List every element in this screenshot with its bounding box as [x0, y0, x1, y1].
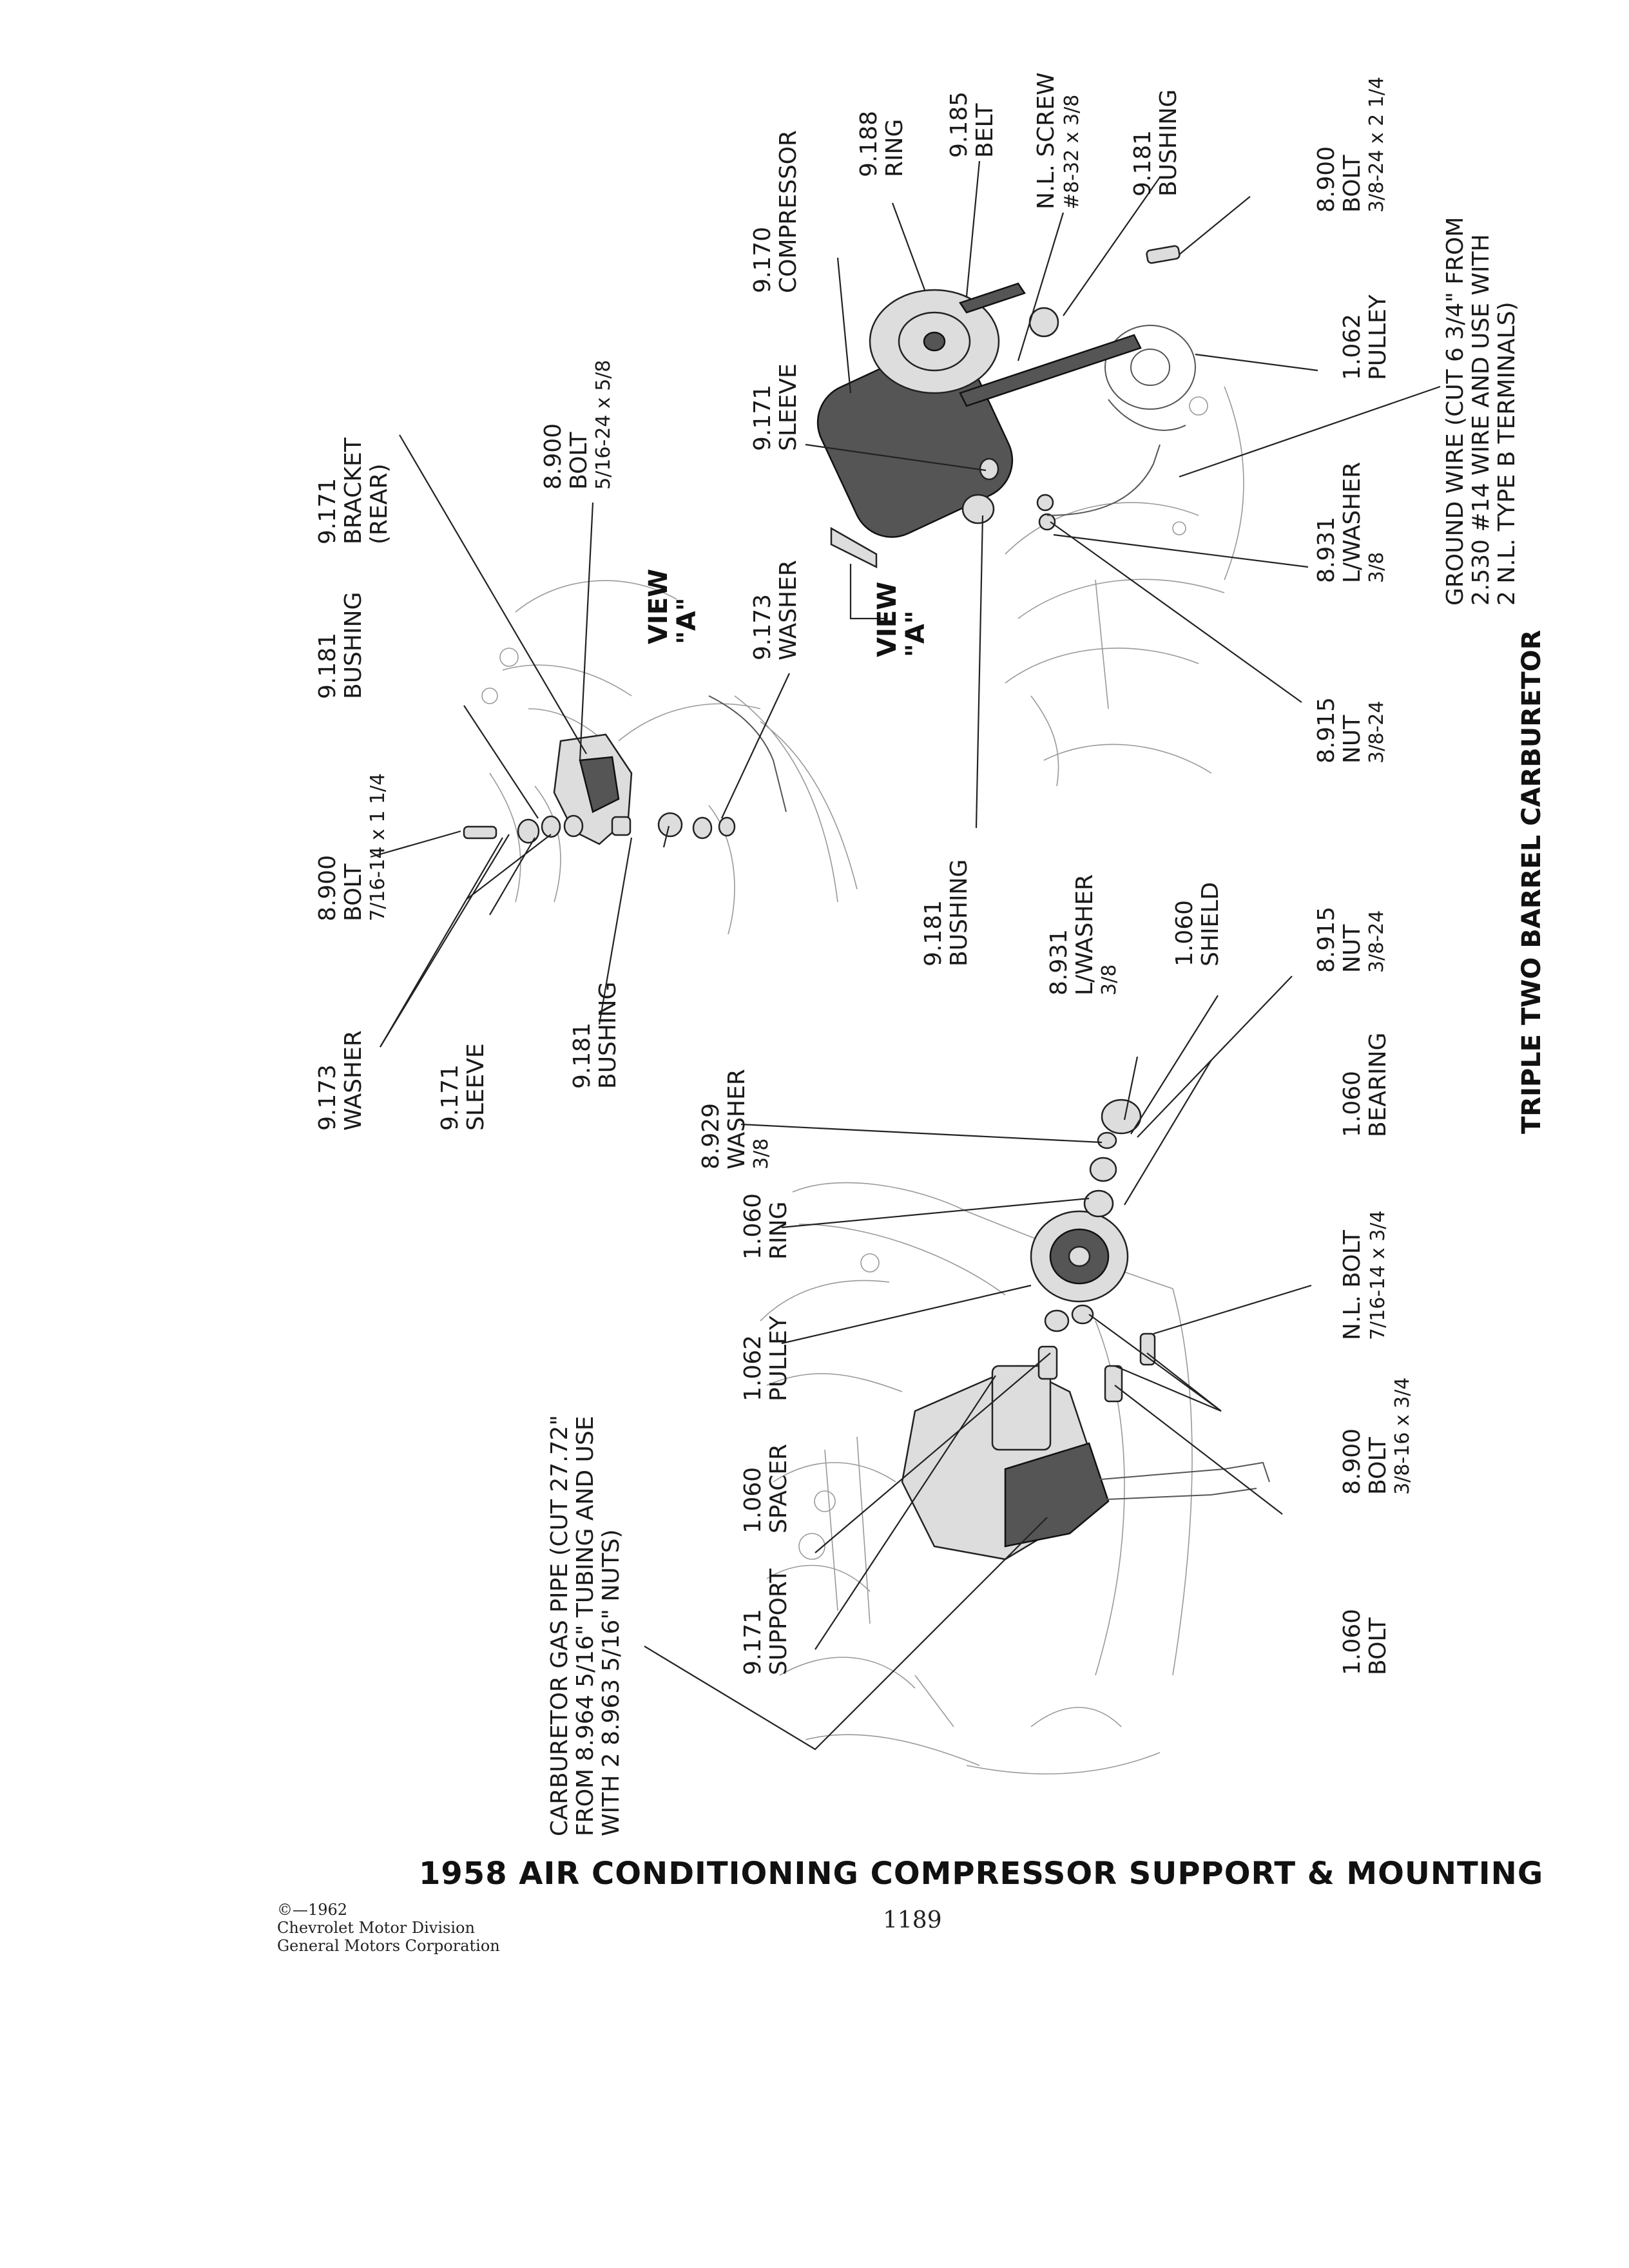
svg-text:3/8: 3/8: [1365, 552, 1388, 583]
svg-text:3/8-16 x 3/4: 3/8-16 x 3/4: [1391, 1377, 1414, 1495]
svg-text:BUSHING: BUSHING: [1155, 89, 1182, 197]
copyright-block: [277, 1901, 500, 1955]
svg-text:GROUND WIRE (CUT 6 3/4" FROM: GROUND WIRE (CUT 6 3/4" FROM: [1442, 216, 1469, 606]
label-ring-upper: [856, 111, 908, 177]
svg-text:SLEEVE: SLEEVE: [775, 363, 802, 451]
svg-text:9.170: 9.170: [749, 226, 776, 293]
svg-text:8.900: 8.900: [1339, 1428, 1365, 1495]
svg-text:PULLEY: PULLEY: [766, 1316, 792, 1401]
svg-text:NUT: NUT: [1339, 924, 1365, 973]
label-gas-pipe: [546, 1415, 624, 1836]
svg-text:1.060: 1.060: [1171, 899, 1198, 966]
label-view-a-lower: [872, 582, 930, 657]
svg-text:9.181: 9.181: [1130, 130, 1156, 197]
svg-text:1.062: 1.062: [740, 1334, 766, 1401]
label-sleeve-mid: [437, 1043, 489, 1131]
svg-text:SLEEVE: SLEEVE: [463, 1043, 489, 1131]
svg-text:WASHER: WASHER: [724, 1069, 750, 1169]
svg-text:SHIELD: SHIELD: [1197, 881, 1224, 966]
label-washer-mid: [314, 1030, 367, 1131]
svg-text:8.900: 8.900: [314, 854, 341, 921]
copyright-division: Chevrolet Motor Division: [277, 1919, 475, 1937]
svg-text:#8-32 x 3/8: #8-32 x 3/8: [1061, 94, 1083, 209]
svg-text:BOLT: BOLT: [1365, 1437, 1391, 1495]
svg-text:VIEW: VIEW: [644, 568, 673, 644]
svg-text:PULLEY: PULLEY: [1365, 294, 1391, 380]
svg-text:8.915: 8.915: [1313, 906, 1340, 973]
svg-text:"A": "A": [672, 597, 702, 644]
svg-text:WITH 2 8.963 5/16" NUTS): WITH 2 8.963 5/16" NUTS): [598, 1529, 624, 1836]
label-lwasher-upper: [1313, 462, 1388, 583]
svg-text:8.929: 8.929: [698, 1102, 724, 1169]
svg-text:2.530 #14 WIRE AND USE WITH: 2.530 #14 WIRE AND USE WITH: [1468, 234, 1494, 606]
svg-text:CARBURETOR GAS PIPE (CUT 27.72: CARBURETOR GAS PIPE (CUT 27.72": [546, 1415, 573, 1836]
svg-text:3/8: 3/8: [1098, 964, 1121, 995]
svg-text:1.060: 1.060: [740, 1466, 766, 1533]
svg-text:NUT: NUT: [1339, 715, 1365, 764]
svg-text:5/16-24 x 5/8: 5/16-24 x 5/8: [592, 360, 615, 490]
label-belt: [946, 91, 998, 158]
label-bushing-lower-mid: [920, 860, 972, 966]
label-lwasher-lower: [1046, 874, 1121, 995]
svg-text:WASHER: WASHER: [775, 560, 802, 660]
svg-text:BOLT: BOLT: [340, 863, 367, 921]
label-ground-wire: [1442, 217, 1520, 606]
svg-text:3/8-24 x 2 1/4: 3/8-24 x 2 1/4: [1365, 76, 1388, 213]
svg-text:9.171: 9.171: [314, 477, 341, 544]
copyright-year: ©—1962: [277, 1901, 348, 1919]
label-bushing-mid: [569, 982, 621, 1089]
copyright-corporation: General Motors Corporation: [277, 1937, 500, 1955]
svg-text:9.173: 9.173: [749, 593, 776, 660]
svg-text:9.181: 9.181: [569, 1022, 595, 1089]
svg-text:1.062: 1.062: [1339, 313, 1365, 380]
svg-text:9.185: 9.185: [946, 91, 972, 158]
label-washer-173: [749, 560, 802, 660]
svg-text:1.060: 1.060: [1339, 1608, 1365, 1675]
label-bolt-top: [1313, 77, 1388, 213]
svg-text:BRACKET: BRACKET: [340, 437, 367, 544]
svg-text:RING: RING: [882, 119, 908, 177]
label-bolt-38-16: [1339, 1378, 1414, 1495]
svg-text:BOLT: BOLT: [1365, 1617, 1391, 1675]
page-title: 1958 AIR CONDITIONING COMPRESSOR SUPPORT & MOUNTING: [419, 1856, 1544, 1892]
svg-text:COMPRESSOR: COMPRESSOR: [775, 130, 802, 293]
svg-text:9.171: 9.171: [749, 384, 776, 451]
svg-text:L/WASHER: L/WASHER: [1072, 874, 1098, 995]
label-bushing-upper: [314, 592, 367, 699]
svg-text:SPACER: SPACER: [766, 1443, 792, 1533]
svg-text:SUPPORT: SUPPORT: [766, 1568, 792, 1675]
svg-text:9.188: 9.188: [856, 110, 882, 177]
svg-text:N.L. BOLT: N.L. BOLT: [1339, 1230, 1365, 1340]
svg-text:VIEW: VIEW: [872, 581, 902, 657]
svg-text:BOLT: BOLT: [566, 432, 592, 490]
svg-text:7/16-14 x 3/4: 7/16-14 x 3/4: [1367, 1210, 1389, 1340]
label-nut-upper: [1313, 697, 1388, 764]
svg-text:8.931: 8.931: [1313, 516, 1340, 583]
svg-text:3/8-24: 3/8-24: [1365, 700, 1388, 764]
label-nl-screw: [1033, 72, 1083, 209]
label-pulley-upper: [1339, 294, 1391, 380]
svg-text:9.173: 9.173: [314, 1064, 341, 1131]
label-pulley-lower: [740, 1315, 792, 1401]
svg-text:3/8: 3/8: [750, 1138, 773, 1169]
svg-text:1.060: 1.060: [1339, 1070, 1365, 1137]
svg-text:2 N.L. TYPE B TERMINALS): 2 N.L. TYPE B TERMINALS): [1494, 302, 1520, 606]
svg-text:8.931: 8.931: [1046, 928, 1072, 995]
svg-text:TRIPLE TWO BARREL CARBURETOR: TRIPLE TWO BARREL CARBURETOR: [1517, 629, 1547, 1134]
svg-text:BUSHING: BUSHING: [595, 981, 621, 1089]
label-bearing: [1339, 1032, 1391, 1137]
svg-text:N.L. SCREW: N.L. SCREW: [1033, 72, 1059, 209]
svg-text:8.915: 8.915: [1313, 697, 1340, 764]
svg-text:FROM 8.964 5/16" TUBING AND US: FROM 8.964 5/16" TUBING AND USE: [572, 1416, 599, 1836]
page-number: 1189: [883, 1907, 942, 1934]
svg-text:"A": "A": [901, 610, 930, 657]
label-support: [740, 1568, 792, 1675]
compressor: [805, 290, 1025, 567]
label-bolt-516: [540, 360, 615, 490]
label-nl-bolt: [1339, 1211, 1389, 1340]
svg-text:BUSHING: BUSHING: [340, 591, 367, 699]
diagram-subtitle: [1517, 630, 1547, 1134]
label-spacer: [740, 1444, 792, 1533]
label-bolt-716: [314, 773, 389, 921]
svg-text:9.181: 9.181: [920, 899, 947, 966]
svg-text:9.171: 9.171: [437, 1064, 463, 1131]
svg-text:BELT: BELT: [972, 103, 998, 158]
label-bracket-rear: [314, 437, 392, 544]
svg-text:RING: RING: [766, 1201, 792, 1260]
svg-text:(REAR): (REAR): [366, 463, 392, 544]
label-shield: [1171, 882, 1224, 966]
svg-text:8.900: 8.900: [1313, 146, 1340, 213]
label-bolt-1060: [1339, 1609, 1391, 1675]
svg-text:WASHER: WASHER: [340, 1030, 367, 1131]
svg-text:9.171: 9.171: [740, 1608, 766, 1675]
svg-text:7/16-14 x 1 1/4: 7/16-14 x 1 1/4: [367, 773, 389, 921]
svg-text:8.900: 8.900: [540, 423, 566, 490]
label-nut-lower: [1313, 907, 1388, 973]
svg-text:L/WASHER: L/WASHER: [1339, 461, 1365, 583]
svg-text:9.181: 9.181: [314, 632, 341, 699]
svg-text:BOLT: BOLT: [1339, 155, 1365, 213]
svg-text:3/8-24: 3/8-24: [1365, 910, 1388, 973]
svg-text:1.060: 1.060: [740, 1193, 766, 1260]
svg-text:BEARING: BEARING: [1365, 1032, 1391, 1137]
label-ring-lower: [740, 1193, 792, 1260]
svg-text:BUSHING: BUSHING: [946, 859, 972, 966]
label-compressor: [749, 130, 802, 293]
label-washer-38: [698, 1069, 773, 1169]
label-sleeve-upper: [749, 363, 802, 451]
lower-pulley: [1031, 1211, 1128, 1302]
label-view-a-upper: [644, 569, 702, 644]
engine-sketch-upper-right: [1005, 325, 1244, 786]
label-bushing-top: [1130, 90, 1182, 197]
